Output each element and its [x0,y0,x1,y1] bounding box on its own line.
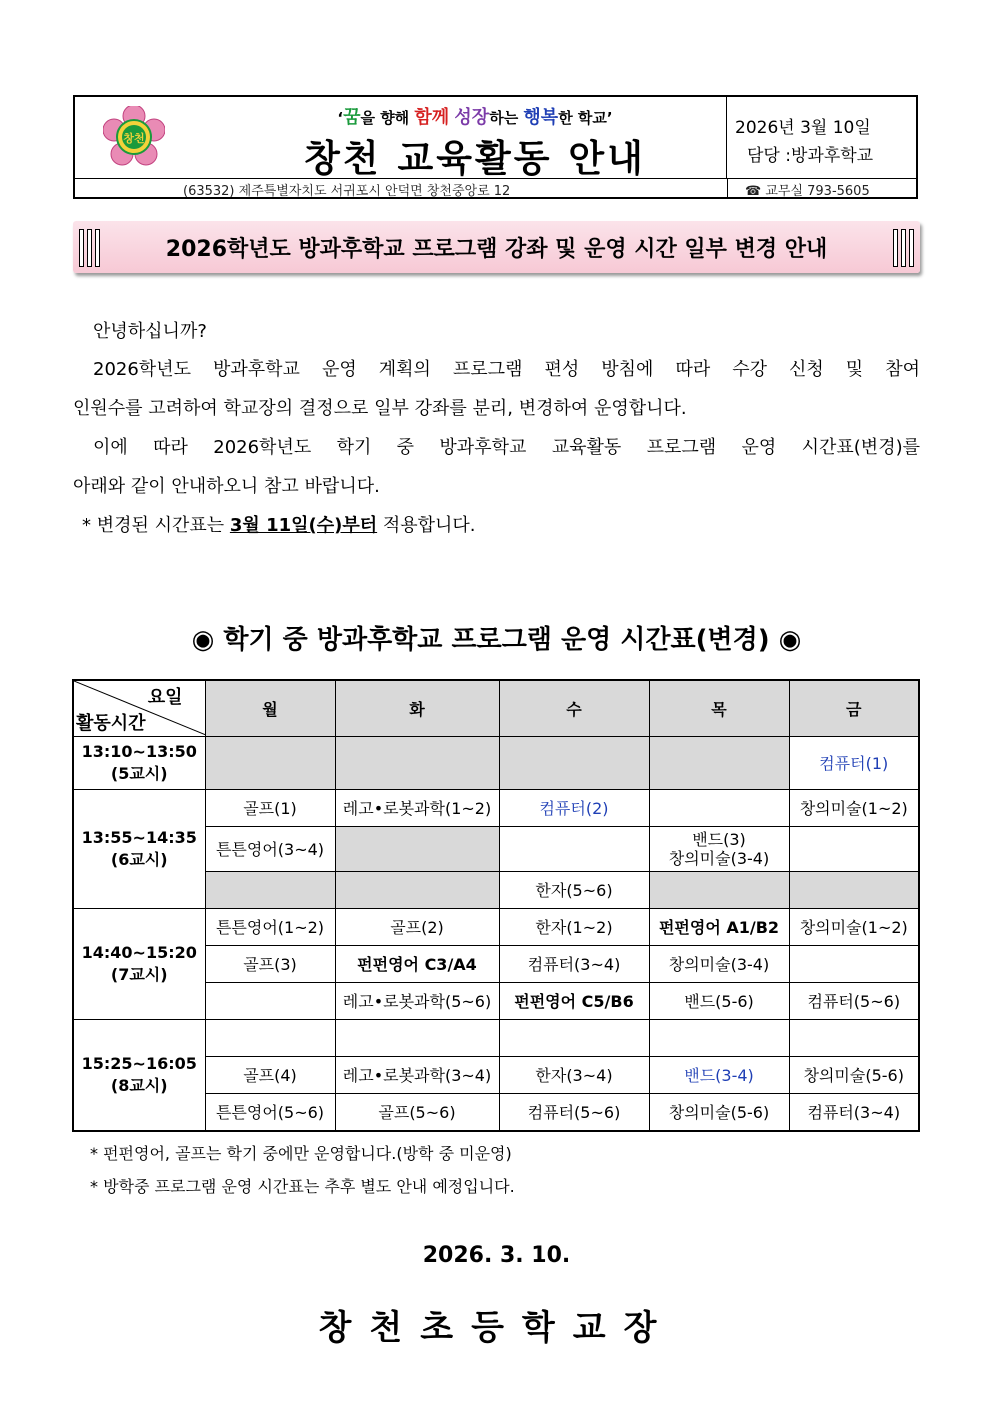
program-cell: 컴퓨터(2) [499,789,649,826]
period-cell [73,736,205,789]
slogan-quote: ‘ [337,109,344,127]
program-cell: 펀펀영어 A1/B2 [649,908,789,945]
program-cell: 튼튼영어(1~2) [205,908,335,945]
corner-label-day: 요일 [147,687,183,708]
paragraph-line: 인원수를 고려하여 학교장의 결정으로 일부 강좌를 분리, 변경하여 운영합니다. [73,398,687,419]
program-cell: 골프(4) [205,1056,335,1093]
empty-cell [205,871,335,908]
period-label: (5교시) [110,763,168,783]
svg-text:창천: 창천 [123,132,145,145]
corner-cell [73,680,205,736]
empty-cell [205,1019,335,1056]
program-cell: 컴퓨터(5~6) [499,1093,649,1131]
paragraph-line: 2026학년도 방과후학교 운영 계획의 프로그램 편성 방침에 따라 수강 신청 및 참여 [93,359,920,380]
slogan-part: 행복 [523,107,559,128]
program-cell: 튼튼영어(5~6) [205,1093,335,1131]
program-cell: 레고•로봇과학(3~4) [335,1056,499,1093]
program-cell: 창의미술(5-6) [649,1093,789,1131]
empty-cell [335,826,499,871]
empty-cell [649,1019,789,1056]
program-cell: 레고•로봇과학(5~6) [335,982,499,1019]
empty-cell [499,826,649,871]
empty-cell [335,871,499,908]
signature-principal: 창천초등학교장 [318,1308,675,1348]
empty-cell [789,826,919,871]
day-header: 목 [649,680,789,736]
office-phone: ☎ 교무실 793-5605 [745,184,870,199]
program-cell: 골프(2) [335,908,499,945]
program-cell: 창의미술(1~2) [789,789,919,826]
day-header: 수 [499,680,649,736]
empty-cell [789,1019,919,1056]
school-logo-icon [103,106,165,168]
slogan-part: 한 학교 [558,109,607,127]
period-time: 14:40~15:20 [81,942,197,962]
document-title: 창천 교육활동 안내 [304,137,646,180]
period-label: (7교시) [110,964,168,984]
program-cell [649,789,789,826]
program-cell: 창의미술(3-4) [649,945,789,982]
program-cell: 튼튼영어(3~4) [205,826,335,871]
program-cell: 골프(5~6) [335,1093,499,1131]
notice-text: 적용합니다. [377,515,476,536]
footnote: * 방학중 프로그램 운영 시간표는 추후 별도 안내 예정입니다. [90,1177,515,1196]
day-header: 화 [335,680,499,736]
notice-text: * 변경된 시간표는 [82,515,230,536]
day-header: 월 [205,680,335,736]
header-right [727,97,918,178]
paragraph-line: 이에 따라 2026학년도 학기 중 방과후학교 교육활동 프로그램 운영 시간표(변경)를 [93,437,920,458]
period-time: 13:55~14:35 [81,827,197,847]
period-label: (8교시) [110,1075,168,1095]
program-name: 창의미술(3-4) [668,848,770,868]
program-cell: 한자(3~4) [499,1056,649,1093]
empty-cell [649,736,789,789]
empty-cell [649,871,789,908]
slogan-part: 하는 [489,109,524,127]
period-cell [73,1019,205,1131]
program-cell: 밴드(5-6) [649,982,789,1019]
school-address: (63532) 제주특별자치도 서귀포시 안덕면 창천중앙로 12 [183,184,511,199]
slogan-part: 을 향해 [360,109,415,127]
period-time: 15:25~16:05 [81,1053,197,1073]
notice-date: 3월 11일(수)부터 [229,515,378,536]
program-cell: 펀펀영어 C5/B6 [499,982,649,1019]
program-cell: 골프(3) [205,945,335,982]
program-cell: 컴퓨터(3~4) [789,1093,919,1131]
header-divider [727,178,728,199]
notice-banner [73,221,920,273]
issue-date: 2026년 3월 10일 [735,118,871,138]
school-slogan [235,103,715,129]
header-left [75,97,727,178]
footnote: * 펀펀영어, 골프는 학기 중에만 운영합니다.(방학 중 미운영) [90,1144,512,1163]
department-owner: 담당 :방과후학교 [747,146,874,166]
slogan-part: 성장 [454,107,490,128]
program-cell: 밴드(3-4) [649,1056,789,1093]
empty-cell [789,945,919,982]
program-cell: 펀펀영어 C3/A4 [335,945,499,982]
empty-cell [205,982,335,1019]
slogan-quote: ’ [606,109,613,127]
empty-cell [499,736,649,789]
greeting: 안녕하십니까? [93,321,207,342]
program-cell: 창의미술(1~2) [789,908,919,945]
effective-date-notice [82,511,929,537]
empty-cell [789,871,919,908]
period-time: 13:10~13:50 [81,741,197,761]
program-cell: 한자(5~6) [499,871,649,908]
program-cell: 레고•로봇과학(1~2) [335,789,499,826]
table-header-row [73,680,919,736]
section-title: ◉ 학기 중 방과후학교 프로그램 운영 시간표(변경) ◉ [191,625,802,655]
empty-cell [205,736,335,789]
program-cell: 컴퓨터(3~4) [499,945,649,982]
slogan-part: 꿈 [343,107,361,128]
table-row [73,736,919,789]
slogan-part: 함께 [414,107,450,128]
signature-date: 2026. 3. 10. [422,1243,571,1268]
paragraph-line: 아래와 같이 안내하오니 참고 바랍니다. [73,476,380,497]
table-row [73,1019,919,1056]
timetable [72,679,920,1132]
period-label: (6교시) [110,849,168,869]
day-header: 금 [789,680,919,736]
program-cell: 한자(1~2) [499,908,649,945]
corner-label-time: 활동시간 [76,712,146,734]
empty-cell [499,1019,649,1056]
program-cell: 컴퓨터(5~6) [789,982,919,1019]
program-name: 밴드(3) [692,829,746,849]
slogan-text [343,109,607,127]
banner-title: 2026학년도 방과후학교 프로그램 강좌 및 운영 시간 일부 변경 안내 [165,237,828,262]
empty-cell [335,736,499,789]
period-cell [73,789,205,908]
program-cell [649,826,789,871]
table-row [73,789,919,826]
table-row [73,908,919,945]
program-cell: 컴퓨터(1) [789,736,919,789]
program-cell: 창의미술(5-6) [789,1056,919,1093]
period-cell [73,908,205,1019]
empty-cell [335,1019,499,1056]
header-contact-row [75,178,916,199]
document-header [73,95,918,199]
program-cell: 골프(1) [205,789,335,826]
